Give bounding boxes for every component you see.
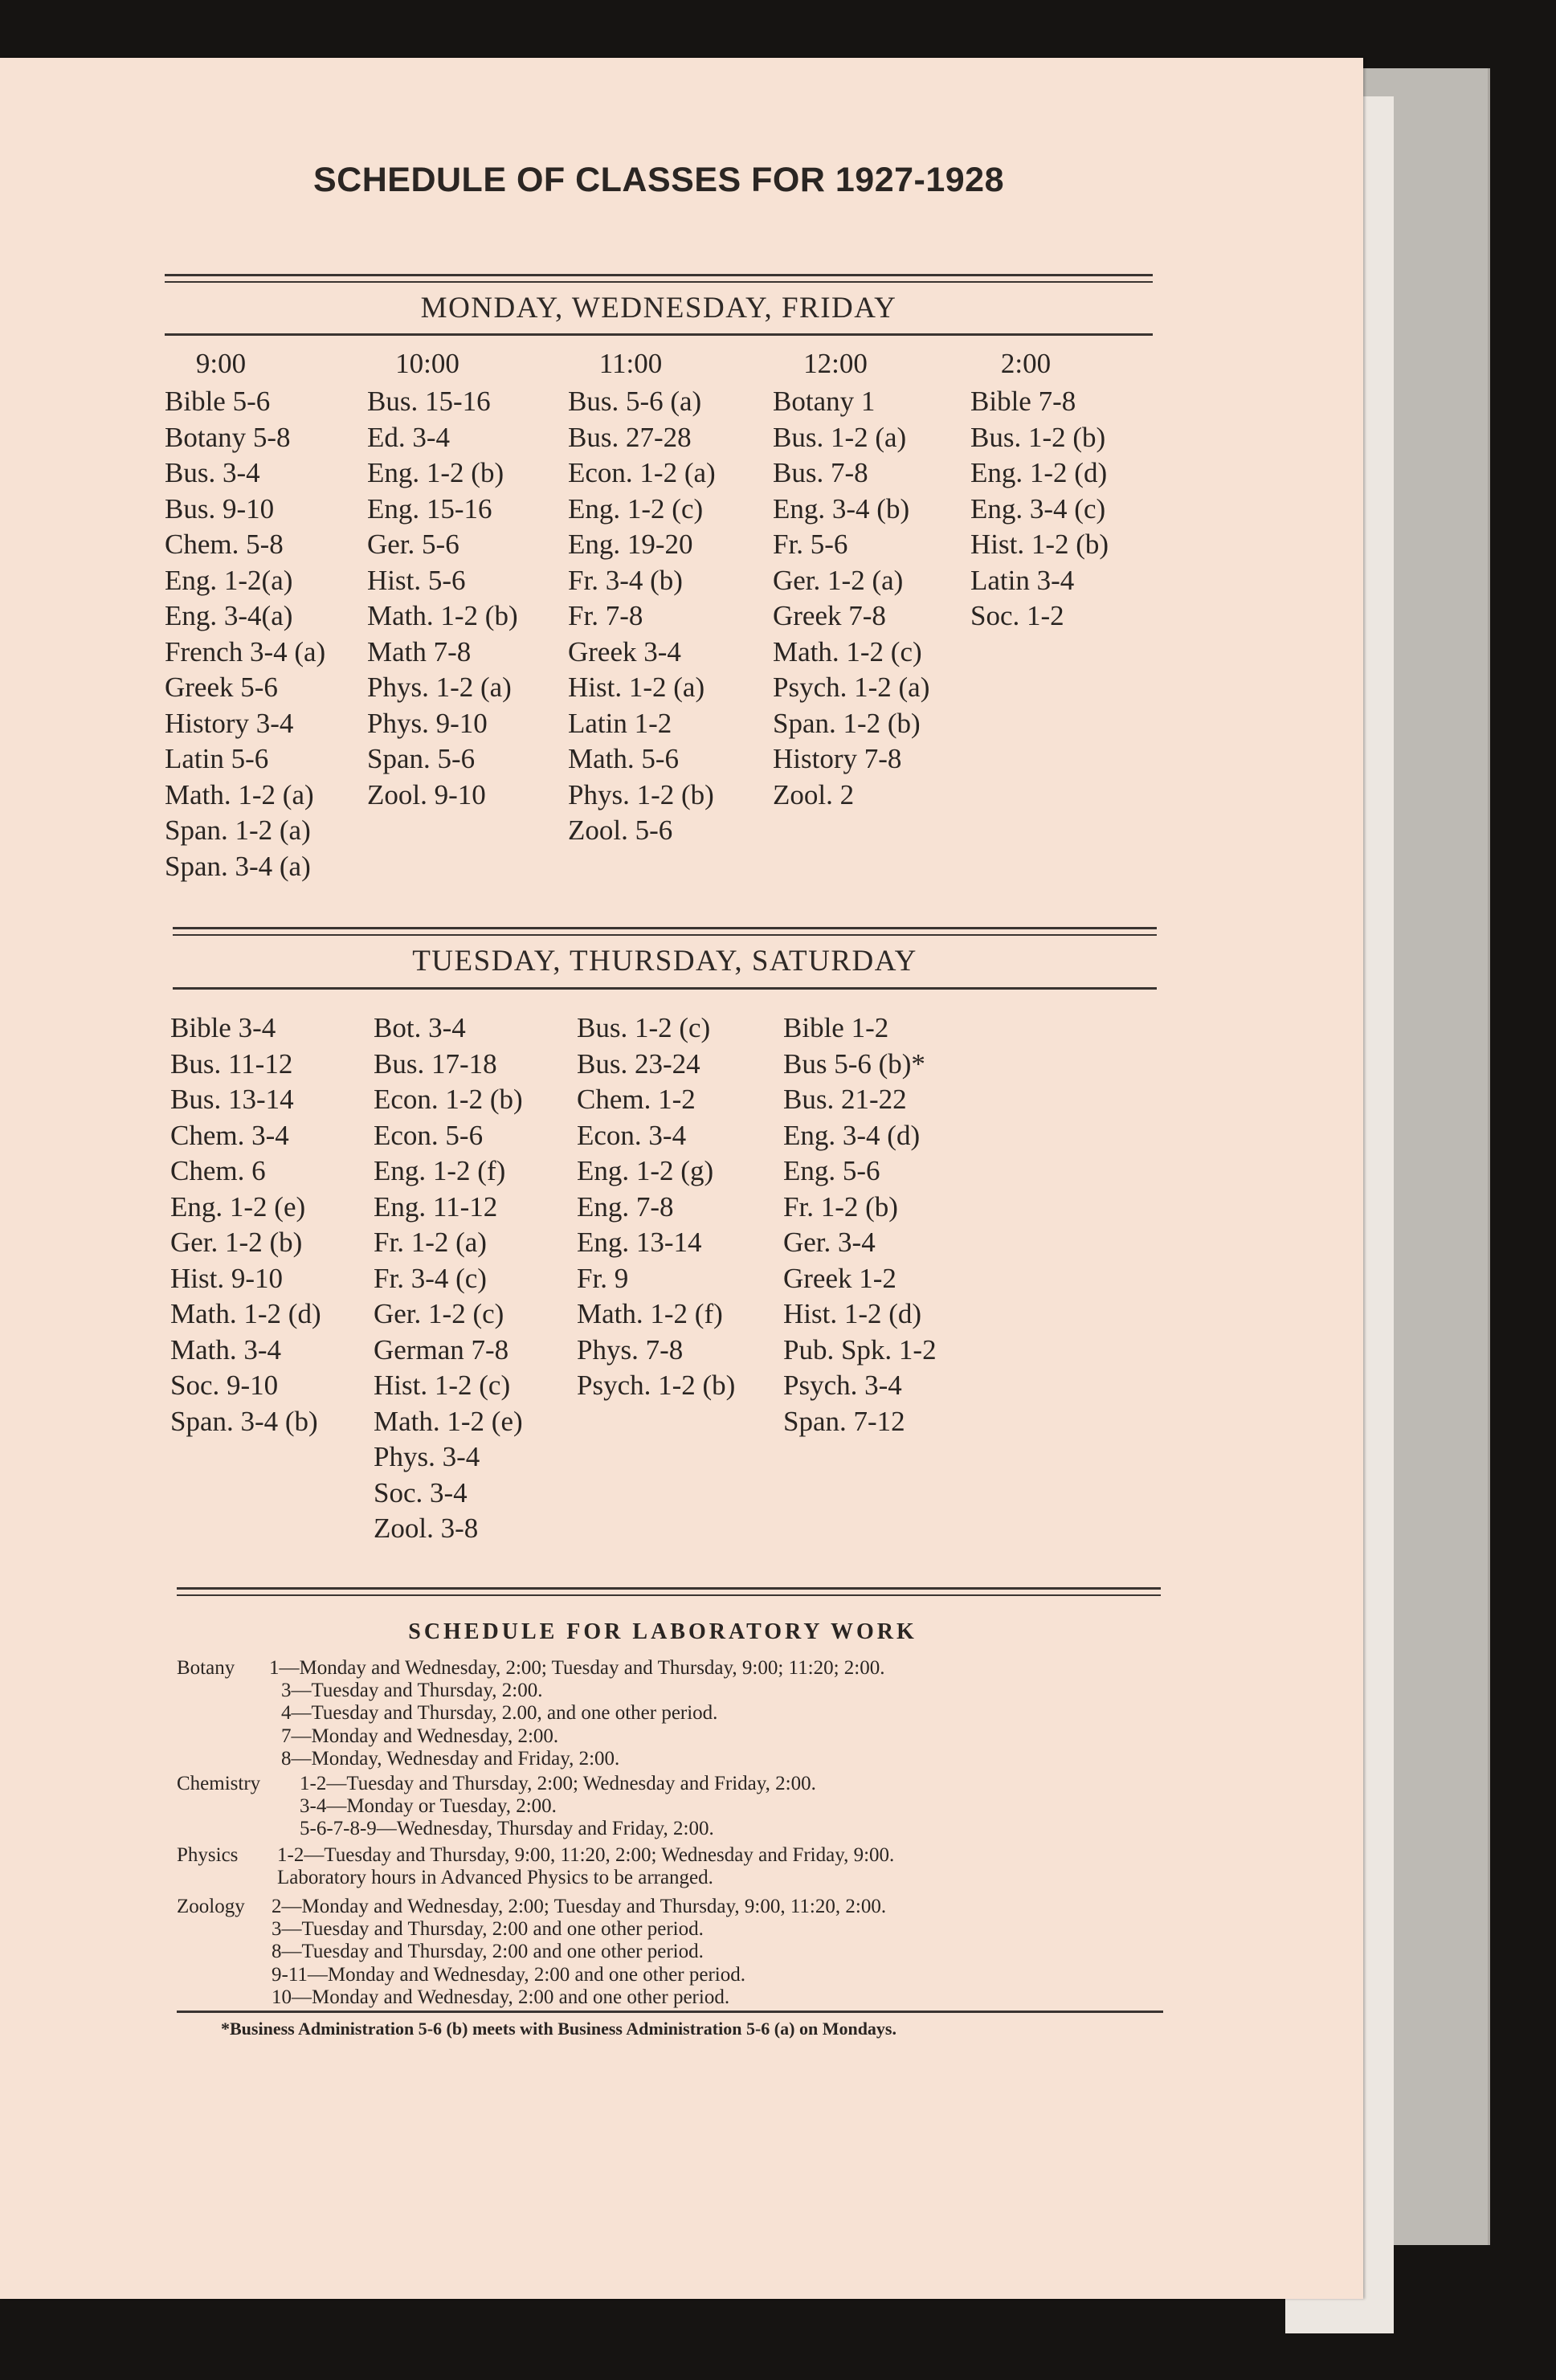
course-entry: Eng. 1-2 (g) — [577, 1155, 714, 1186]
course-entry: Eng. 5-6 — [783, 1155, 880, 1186]
course-entry: Eng. 1-2 (e) — [170, 1190, 306, 1223]
mwf-column-12 — [773, 384, 929, 813]
page-title: SCHEDULE OF CLASSES FOR 1927-1928 — [312, 161, 1005, 199]
lab-schedule-title: SCHEDULE FOR LABORATORY WORK — [408, 1619, 917, 1644]
course-entry: Econ. 3-4 — [577, 1119, 687, 1151]
lab-line: 2—Monday and Wednesday, 2:00; Tuesday and Thursday, 9:00, 11:20, 2:00. — [272, 1896, 887, 1917]
course-entry: Greek 1-2 — [783, 1262, 896, 1294]
lab-line: 8—Monday, Wednesday and Friday, 2:00. — [281, 1747, 620, 1770]
course-entry: Bus. 3-4 — [165, 457, 260, 488]
course-entry: Eng. 1-2 (f) — [374, 1155, 506, 1186]
course-entry: Eng. 1-2 (d) — [970, 457, 1108, 488]
course-entry: Hist. 1-2 (a) — [568, 672, 705, 703]
course-entry: Ger. 1-2 (a) — [773, 564, 904, 596]
course-entry: Fr. 3-4 (b) — [568, 564, 683, 596]
course-entry: Span. 7-12 — [783, 1405, 905, 1437]
time-2: 2:00 — [1000, 348, 1052, 379]
course-entry: Latin 3-4 — [970, 564, 1075, 596]
course-entry: French 3-4 (a) — [165, 635, 326, 667]
title-rule-bottom — [165, 281, 1153, 283]
course-entry: Econ. 5-6 — [374, 1119, 484, 1151]
course-entry: Psych. 1-2 (b) — [577, 1370, 736, 1401]
course-entry: Ger. 5-6 — [367, 529, 459, 560]
course-entry: Hist. 1-2 (c) — [374, 1370, 511, 1401]
course-entry: Eng. 19-20 — [568, 529, 693, 560]
time-9: 9:00 — [195, 348, 247, 379]
lab-line: 3—Tuesday and Thursday, 2:00. — [281, 1680, 543, 1702]
title-rule-top — [165, 274, 1153, 276]
course-entry: Greek 5-6 — [165, 672, 278, 703]
course-entry: Math. 1-2 (c) — [773, 635, 922, 667]
course-entry: Bot. 3-4 — [374, 1012, 466, 1043]
course-entry: Greek 7-8 — [773, 600, 886, 631]
course-entry: Hist. 1-2 (d) — [783, 1298, 922, 1329]
course-entry: Bus. 15-16 — [367, 386, 491, 417]
mwf-column-2 — [970, 384, 1109, 635]
course-entry: Chem. 3-4 — [170, 1119, 289, 1151]
course-entry: German 7-8 — [374, 1333, 509, 1366]
course-entry: Math. 5-6 — [568, 743, 680, 774]
course-entry: Eng. 1-2(a) — [165, 564, 293, 596]
course-entry: Ger. 1-2 (c) — [374, 1298, 504, 1329]
course-entry: Hist. 1-2 (b) — [970, 529, 1109, 560]
time-11: 11:00 — [598, 348, 663, 379]
course-entry: Eng. 7-8 — [577, 1190, 674, 1223]
course-entry: Bus 5-6 (b)* — [783, 1047, 925, 1080]
course-entry: Bus. 17-18 — [374, 1047, 497, 1080]
course-entry: Ger. 3-4 — [783, 1227, 876, 1258]
lab-line: 10—Monday and Wednesday, 2:00 and one other period. — [272, 1986, 730, 2008]
lab-line: 3—Tuesday and Thursday, 2:00 and one other period. — [272, 1918, 704, 1941]
tts-column-3 — [577, 1010, 735, 1404]
lab-line: 1-2—Tuesday and Thursday, 2:00; Wednesday and Friday, 2:00. — [300, 1773, 816, 1794]
course-entry: Phys. 3-4 — [374, 1441, 480, 1472]
course-entry: Hist. 9-10 — [170, 1262, 283, 1294]
course-entry: Span. 5-6 — [367, 743, 476, 774]
course-entry: Fr. 5-6 — [773, 529, 848, 560]
time-10: 10:00 — [395, 348, 459, 379]
course-entry: Chem. 5-8 — [165, 529, 284, 560]
course-entry: History 3-4 — [165, 707, 294, 739]
course-entry: Psych. 1-2 (a) — [773, 672, 930, 703]
course-entry: Span. 1-2 (b) — [773, 707, 921, 739]
course-entry: Bus. 11-12 — [170, 1047, 293, 1080]
course-entry: Bus. 9-10 — [165, 492, 275, 525]
mwf-column-9 — [165, 384, 325, 884]
course-entry: Chem. 1-2 — [577, 1084, 696, 1115]
course-entry: Zool. 2 — [773, 778, 855, 810]
course-entry: Bus. 7-8 — [773, 457, 868, 488]
course-entry: Soc. 1-2 — [970, 600, 1064, 631]
course-entry: Math. 3-4 — [170, 1333, 282, 1366]
footnote: *Business Administration 5-6 (b) meets with Business Administration 5-6 (a) on Mondays. — [221, 2019, 896, 2039]
lab-line: 3-4—Monday or Tuesday, 2:00. — [300, 1795, 557, 1818]
course-entry: Ed. 3-4 — [367, 421, 451, 453]
course-entry: Phys. 9-10 — [367, 707, 488, 739]
course-entry: Bus. 27-28 — [568, 421, 692, 453]
course-entry: Bus. 1-2 (c) — [577, 1012, 711, 1043]
course-entry: Phys. 7-8 — [577, 1333, 684, 1366]
mwf-header-rule — [165, 333, 1153, 336]
course-entry: Fr. 1-2 (a) — [374, 1227, 487, 1258]
course-entry: Soc. 9-10 — [170, 1370, 279, 1401]
lab-line: 9-11—Monday and Wednesday, 2:00 and one other period. — [272, 1963, 745, 1986]
course-entry: Econ. 1-2 (b) — [374, 1084, 523, 1115]
course-entry: Math. 1-2 (b) — [367, 600, 518, 631]
course-entry: Fr. 3-4 (c) — [374, 1262, 487, 1294]
course-entry: Bible 5-6 — [165, 386, 271, 417]
course-entry: Ger. 1-2 (b) — [170, 1227, 303, 1258]
course-entry: Bus. 1-2 (a) — [773, 421, 907, 453]
course-entry: Chem. 6 — [170, 1155, 266, 1186]
course-entry: Phys. 1-2 (b) — [568, 778, 714, 810]
course-entry: Span. 3-4 (b) — [170, 1405, 318, 1437]
course-entry: Math. 1-2 (a) — [165, 778, 314, 810]
course-entry: Math. 1-2 (d) — [170, 1298, 321, 1329]
course-entry: Eng. 3-4 (b) — [773, 492, 910, 525]
course-entry: Zool. 3-8 — [374, 1513, 479, 1544]
course-entry: Eng. 1-2 (c) — [568, 492, 704, 525]
course-entry: Eng. 3-4 (d) — [783, 1119, 921, 1151]
course-entry: Bus. 23-24 — [577, 1047, 700, 1080]
lab-line: 1—Monday and Wednesday, 2:00; Tuesday and Thursday, 9:00; 11:20; 2:00. — [269, 1657, 885, 1679]
lab-line: 4—Tuesday and Thursday, 2.00, and one other period. — [281, 1702, 718, 1725]
tts-rule-top — [173, 927, 1157, 929]
lab-line: 5-6-7-8-9—Wednesday, Thursday and Friday, 2:00. — [300, 1818, 714, 1840]
tts-header-rule — [173, 987, 1157, 990]
course-entry: Soc. 3-4 — [374, 1476, 468, 1508]
course-entry: Zool. 9-10 — [367, 778, 486, 810]
course-entry: Econ. 1-2 (a) — [568, 457, 716, 488]
footnote-rule — [177, 2011, 1163, 2013]
course-entry: History 7-8 — [773, 743, 902, 774]
tts-column-2 — [374, 1010, 523, 1547]
course-entry: Span. 1-2 (a) — [165, 814, 311, 846]
mwf-column-11 — [568, 384, 716, 849]
course-entry: Latin 1-2 — [568, 707, 672, 739]
course-entry: Botany 5-8 — [165, 421, 291, 453]
course-entry: Math. 1-2 (e) — [374, 1405, 523, 1437]
course-entry: Fr. 9 — [577, 1262, 629, 1294]
course-entry: Eng. 1-2 (b) — [367, 457, 504, 488]
lab-subject: Chemistry — [177, 1773, 261, 1794]
course-entry: Eng. 11-12 — [374, 1190, 498, 1223]
lab-line: Laboratory hours in Advanced Physics to be arranged. — [277, 1867, 713, 1889]
lab-subject: Botany — [177, 1657, 235, 1679]
lab-rule-top2 — [177, 1594, 1161, 1596]
lab-line: 7—Monday and Wednesday, 2:00. — [281, 1725, 559, 1747]
course-entry: Eng. 13-14 — [577, 1227, 702, 1258]
course-entry: Bible 7-8 — [970, 386, 1076, 417]
course-entry: Math 7-8 — [367, 635, 472, 667]
lab-rule-top — [177, 1587, 1161, 1590]
course-entry: Hist. 5-6 — [367, 564, 466, 596]
time-12: 12:00 — [803, 348, 868, 379]
course-entry: Bible 1-2 — [783, 1012, 889, 1043]
course-entry: Pub. Spk. 1-2 — [783, 1333, 937, 1366]
tts-header: TUESDAY, THURSDAY, SATURDAY — [412, 945, 917, 978]
tts-rule-top2 — [173, 934, 1157, 936]
course-entry: Fr. 7-8 — [568, 600, 643, 631]
course-entry: Eng. 15-16 — [367, 492, 492, 525]
tts-column-4 — [783, 1010, 937, 1439]
course-entry: Greek 3-4 — [568, 635, 681, 667]
course-entry: Bus. 5-6 (a) — [568, 386, 702, 417]
lab-subject: Zoology — [177, 1896, 245, 1917]
mwf-column-10 — [367, 384, 518, 813]
course-entry: Bus. 1-2 (b) — [970, 421, 1106, 453]
course-entry: Fr. 1-2 (b) — [783, 1190, 898, 1223]
course-entry: Eng. 3-4 (c) — [970, 492, 1106, 525]
tts-column-1 — [170, 1010, 321, 1439]
mwf-header: MONDAY, WEDNESDAY, FRIDAY — [420, 292, 897, 325]
course-entry: Latin 5-6 — [165, 743, 269, 774]
course-entry: Bus. 13-14 — [170, 1084, 294, 1115]
lab-line: 8—Tuesday and Thursday, 2:00 and one other period. — [272, 1941, 704, 1963]
course-entry: Phys. 1-2 (a) — [367, 672, 512, 703]
course-entry: Eng. 3-4(a) — [165, 600, 293, 631]
course-entry: Zool. 5-6 — [568, 814, 673, 846]
lab-subject: Physics — [177, 1844, 239, 1866]
course-entry: Psych. 3-4 — [783, 1370, 902, 1401]
lab-line: 1-2—Tuesday and Thursday, 9:00, 11:20, 2:00; Wednesday and Friday, 9:00. — [277, 1844, 895, 1866]
course-entry: Bus. 21-22 — [783, 1084, 907, 1115]
course-entry: Span. 3-4 (a) — [165, 850, 311, 882]
course-entry: Math. 1-2 (f) — [577, 1298, 723, 1329]
course-entry: Botany 1 — [773, 386, 876, 417]
course-entry: Bible 3-4 — [170, 1012, 276, 1043]
